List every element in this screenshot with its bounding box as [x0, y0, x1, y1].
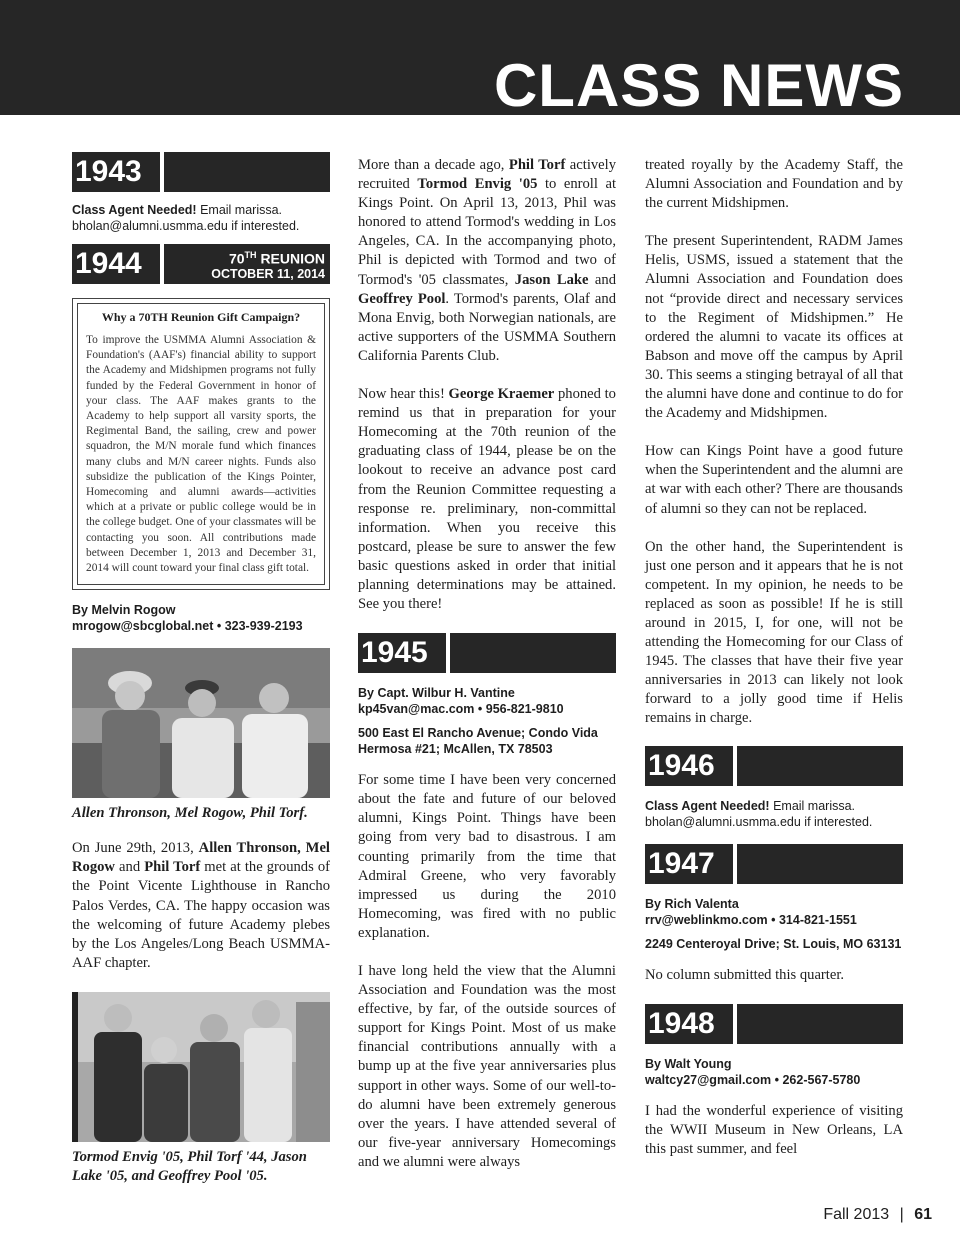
contact-1948 [645, 1072, 903, 1088]
photo-caption-2: Tormod Envig '05, Phil Torf '44, Jason Lake '05, and Geoffrey Pool '05. [72, 1148, 307, 1184]
year-bar-1948 [645, 1004, 903, 1044]
email-link[interactable]: waltcy27@gmail.com [645, 1072, 772, 1087]
address-1947: 2249 Centeroyal Drive; St. Louis, MO 63131 [645, 936, 902, 951]
paragraph-1948-1: I had the wonderful experience of visiting the WWII Museum in New Orleans, LA this past summer, and feel [645, 1102, 903, 1157]
year-label-1947: 1947 [645, 844, 733, 884]
separator: • [771, 1072, 783, 1087]
address-1945: 500 East El Rancho Avenue; Condo Vida Hermosa #21; McAllen, TX 78503 [358, 726, 598, 757]
year-label-1945: 1945 [358, 633, 446, 673]
paragraph-1945-4: The present Superintendent, RADM James Helis, USMS, issued a statement that the Alumni Association and Foundation does not “provide direct and necessary services to the Regiment of Midshipmen.” He ordered the alumni to vacate its offices at Babson and move off the campus by April 30. This seems a stinging betrayal of all that the alumni have done and continue to do for the Academy and Midshipmen. [645, 233, 903, 422]
column-2 [358, 156, 616, 1191]
phone-number: 314-821-1551 [778, 912, 857, 927]
photo-wedding-group-image [72, 992, 330, 1142]
gift-campaign-body: To improve the USMMA Alumni Association & Foundation's (AAF's) financial ability to support the Academy and Midshipmen programs not fully funded by the Federal Government in honor of your class. The AAF makes grants to the Academy to help support all varsity sports, the Regimental Band, the sailing, crew and power squadron, the M/N morale fund which finances many clubs and M/N career nights. Funds also subsidize the publication of the Kings Pointer, Homecoming and alumni awards—activities which at a private or public college would be in the college budget. One of your classmates will be contacting you soon. All contributions made between December 1, 2013 and December 31, 2014 will count toward your final class gift total. [86, 334, 316, 575]
phone-number: 262-567-5780 [782, 1072, 861, 1087]
year-bar-1946 [645, 746, 903, 786]
contact-1947 [645, 912, 903, 928]
agent-needed-text: Email marissa. bholan@alumni.usmma.edu if interested. [72, 203, 300, 233]
page-title: CLASS NEWS [493, 52, 904, 119]
reunion-banner [211, 247, 325, 282]
phone-number: 956-821-9810 [485, 702, 564, 717]
issue-label: Fall 2013 [823, 1206, 890, 1223]
column-1 [72, 152, 330, 1186]
contact-1944 [72, 618, 330, 634]
byline-1947: By Rich Valenta [645, 896, 739, 911]
separator: • [213, 619, 225, 634]
page-number: 61 [914, 1206, 932, 1223]
year-label-1944: 1944 [72, 244, 160, 284]
paragraph-1947-1: No column submitted this quarter. [645, 966, 845, 983]
year-label-1946: 1946 [645, 746, 733, 786]
paragraph-1944-2: More than a decade ago, Phil Torf actively recruited Tormod Envig '05 to enroll at Kings Point. On April 13, 2013, Phil was honored to attend Tormod's wedding in Los Angeles, CA. In the accompanying photo, Phil is depicted with Tormod and two of Tormod's '05 classmates, Jason Lake and Geoffrey Pool. Tormod's parents, Olaf and Mona Envig, both Norwegian nationals, are active supporters of the USMMA Southern California Parents Club. [358, 157, 617, 364]
paragraph-1945-2: I have long held the view that the Alumni Association and Foundation was the most effective, by far, of the outside sources of support for Kings Point. Most of us make financial contributions annually with a bump up at the five year anniversaries plus support in other ways. Some of our well-to-do alumni have been extremely generous over the years. I have attended several of our five-year anniversary Homecomings and we alumni were always [358, 963, 616, 1170]
agent-needed-text: Email marissa. bholan@alumni.usmma.edu if interested. [645, 798, 873, 829]
page-footer [823, 1206, 932, 1224]
class-agent-notice-1943 [72, 202, 330, 234]
paragraph-1945-3: treated royally by the Academy Staff, the Alumni Association and Foundation and by the current Midshipmen. [645, 157, 903, 212]
agent-needed-label: Class Agent Needed! [645, 798, 770, 813]
year-bar-1943 [72, 152, 330, 192]
year-bar-fill [164, 152, 330, 192]
year-label-1943: 1943 [72, 152, 160, 192]
byline-1944: By Melvin Rogow [72, 603, 176, 618]
reunion-label: REUNION [260, 250, 325, 267]
email-link[interactable]: kp45van@mac.com [358, 702, 475, 717]
reunion-date: OCTOBER 11, 2014 [211, 266, 325, 281]
reunion-sup: TH [244, 250, 257, 260]
email-link[interactable]: rrv@weblinkmo.com [645, 912, 768, 927]
paragraph-1945-6: On the other hand, the Superintendent is just one person and it appears that he is not competent. In my opinion, he needs to be replaced as soon as possible! If he is still around in 2015, I, for one, will not be attending the Homecoming for our Class of 1945. The classes that have their five year anniversaries in 2013 can likely not look forward to a jolly good time if Helis remains in charge. [645, 538, 903, 727]
page-header [0, 0, 960, 119]
year-bar-fill [737, 1004, 903, 1044]
year-label-1948: 1948 [645, 1004, 733, 1044]
separator: • [767, 912, 779, 927]
photo-three-alumni [72, 648, 330, 798]
agent-needed-label: Class Agent Needed! [72, 203, 197, 217]
paragraph-1945-5: How can Kings Point have a good future when the Superintendent and the alumni are at war with each other? There are thousands of alumni so they can not be replaced. [645, 443, 903, 517]
byline-1945: By Capt. Wilbur H. Vantine [358, 686, 515, 701]
reunion-ordinal: 70 [228, 250, 245, 267]
year-bar-fill [164, 244, 330, 284]
photo-caption-1: Allen Thronson, Mel Rogow, Phil Torf. [72, 805, 308, 822]
phone-number: 323-939-2193 [224, 619, 303, 634]
footer-divider: | [899, 1206, 904, 1223]
photo-wedding-group [72, 992, 330, 1142]
year-bar-fill [737, 844, 903, 884]
contact-1945 [358, 701, 616, 717]
year-bar-fill [450, 633, 616, 673]
gift-campaign-box [72, 298, 330, 590]
paragraph-1944-3: Now hear this! George Kraemer phoned to remind us that in preparation for your Homecoming at the 70th reunion of the graduating class of 1944, please be on the lookout to receive an advance post card from the Reunion Committee requesting a response re. preliminary, non-committal information. When you receive this postcard, please be sure to answer the few basic questions asked in order that initial planning determinations may be attained. See you there! [358, 386, 616, 613]
byline-1948: By Walt Young [645, 1056, 732, 1071]
year-bar-1944 [72, 244, 330, 284]
paragraph-1945-1: For some time I have been very concerned about the fate and future of our beloved alumni, Kings Point. Things have been going from very bad to disastrous. I am counting primarily from the time that Admiral Greene, who very favorably impressed us during the 2010 Homecoming, was fired with no public explanation. [358, 772, 616, 941]
year-bar-fill [737, 746, 903, 786]
email-link[interactable]: mrogow@sbcglobal.net [72, 619, 214, 634]
year-bar-1947 [645, 844, 903, 884]
separator: • [474, 702, 486, 717]
class-agent-notice-1946 [645, 798, 903, 830]
column-3 [645, 156, 903, 1178]
year-bar-1945 [358, 633, 616, 673]
photo-three-alumni-image [72, 648, 330, 798]
paragraph-1944-1: On June 29th, 2013, Allen Thronson, Mel Rogow and Phil Torf met at the grounds of the Point Vicente Lighthouse in Rancho Palos Verdes, CA. The happy occasion was the welcoming of future Academy plebes by the Los Angeles/Long Beach USMMA-AAF chapter. [72, 840, 330, 971]
gift-campaign-title: Why a 70TH Reunion Gift Campaign? [101, 310, 301, 324]
